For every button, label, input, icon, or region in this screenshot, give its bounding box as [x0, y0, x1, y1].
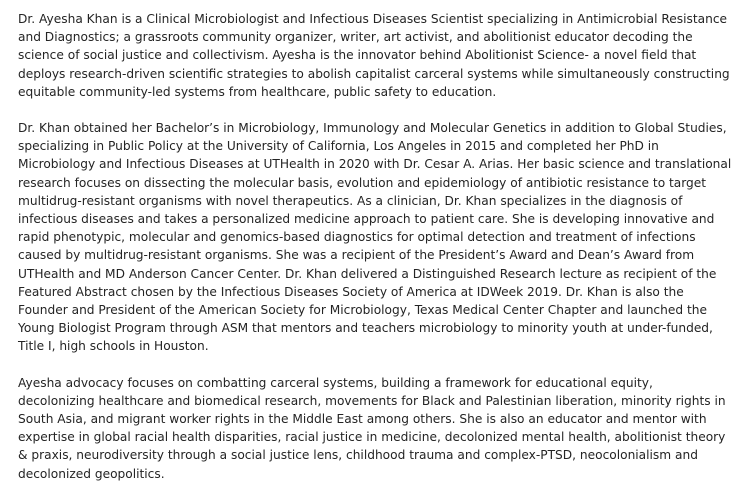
bio-paragraph-intro: Dr. Ayesha Khan is a Clinical Microbiologist and Infectious Diseases Scientist specializing in Antimicrobial Resistance and Diagnostics; a grassroots community organizer, writer, art activist, and abolitionist educator decoding the science of social justice and collectivism. Ayesha is the innovator behind Abolitionist Science- a novel field that deploys research-driven scientific strategies to abolish capitalist carceral systems while simultaneously constructing equitable community-led systems from healthcare, public safety to education. — [18, 12, 730, 99]
bio-paragraph-advocacy: Ayesha advocacy focuses on combatting carceral systems, building a framework for educational equity, decolonizing healthcare and biomedical research, movements for Black and Palestinian liberation, minority rights in South Asia, and migrant worker rights in the Middle East among others. She is also an educator and mentor with expertise in global racial health disparities, racial justice in medicine, decolonized mental health, abolitionist theory & praxis, neurodiversity through a social justice lens, childhood trauma and complex-PTSD, neocolonialism and decolonized geopolitics. — [18, 375, 726, 481]
bio-paragraph-education-research: Dr. Khan obtained her Bachelor’s in Microbiology, Immunology and Molecular Genetics in addition to Global Studies, specializing in Public Policy at the University of California, Los Angeles in 2015 and completed her PhD in Microbiology and Infectious Diseases at UTHealth in 2020 with Dr. Cesar A. Arias. Her basic science and translational research focuses on dissecting the molecular basis, evolution and epidemiology of antibiotic resistance to target multidrug-resistant organisms with novel therapeutics. As a clinician, Dr. Khan specializes in the diagnosis of infectious diseases and takes a personalized medicine approach to patient care. She is developing innovative and rapid phenotypic, molecular and genomics-based diagnostics for optimal detection and treatment of infections caused by multidrug-resistant organisms. She was a recipient of the President’s Award and Dean’s Award from UTHealth and MD Anderson Cancer Center. Dr. Khan delivered a Distinguished Research lecture as recipient of the Featured Abstract chosen by the Infectious Diseases Society of America at IDWeek 2019. Dr. Khan is also the Founder and President of the American Society for Microbiology, Texas Medical Center Chapter and launched the Young Biologist Program through ASM that mentors and teachers microbiology to minority youth at under-funded, Title I, high schools in Houston. — [18, 121, 732, 354]
